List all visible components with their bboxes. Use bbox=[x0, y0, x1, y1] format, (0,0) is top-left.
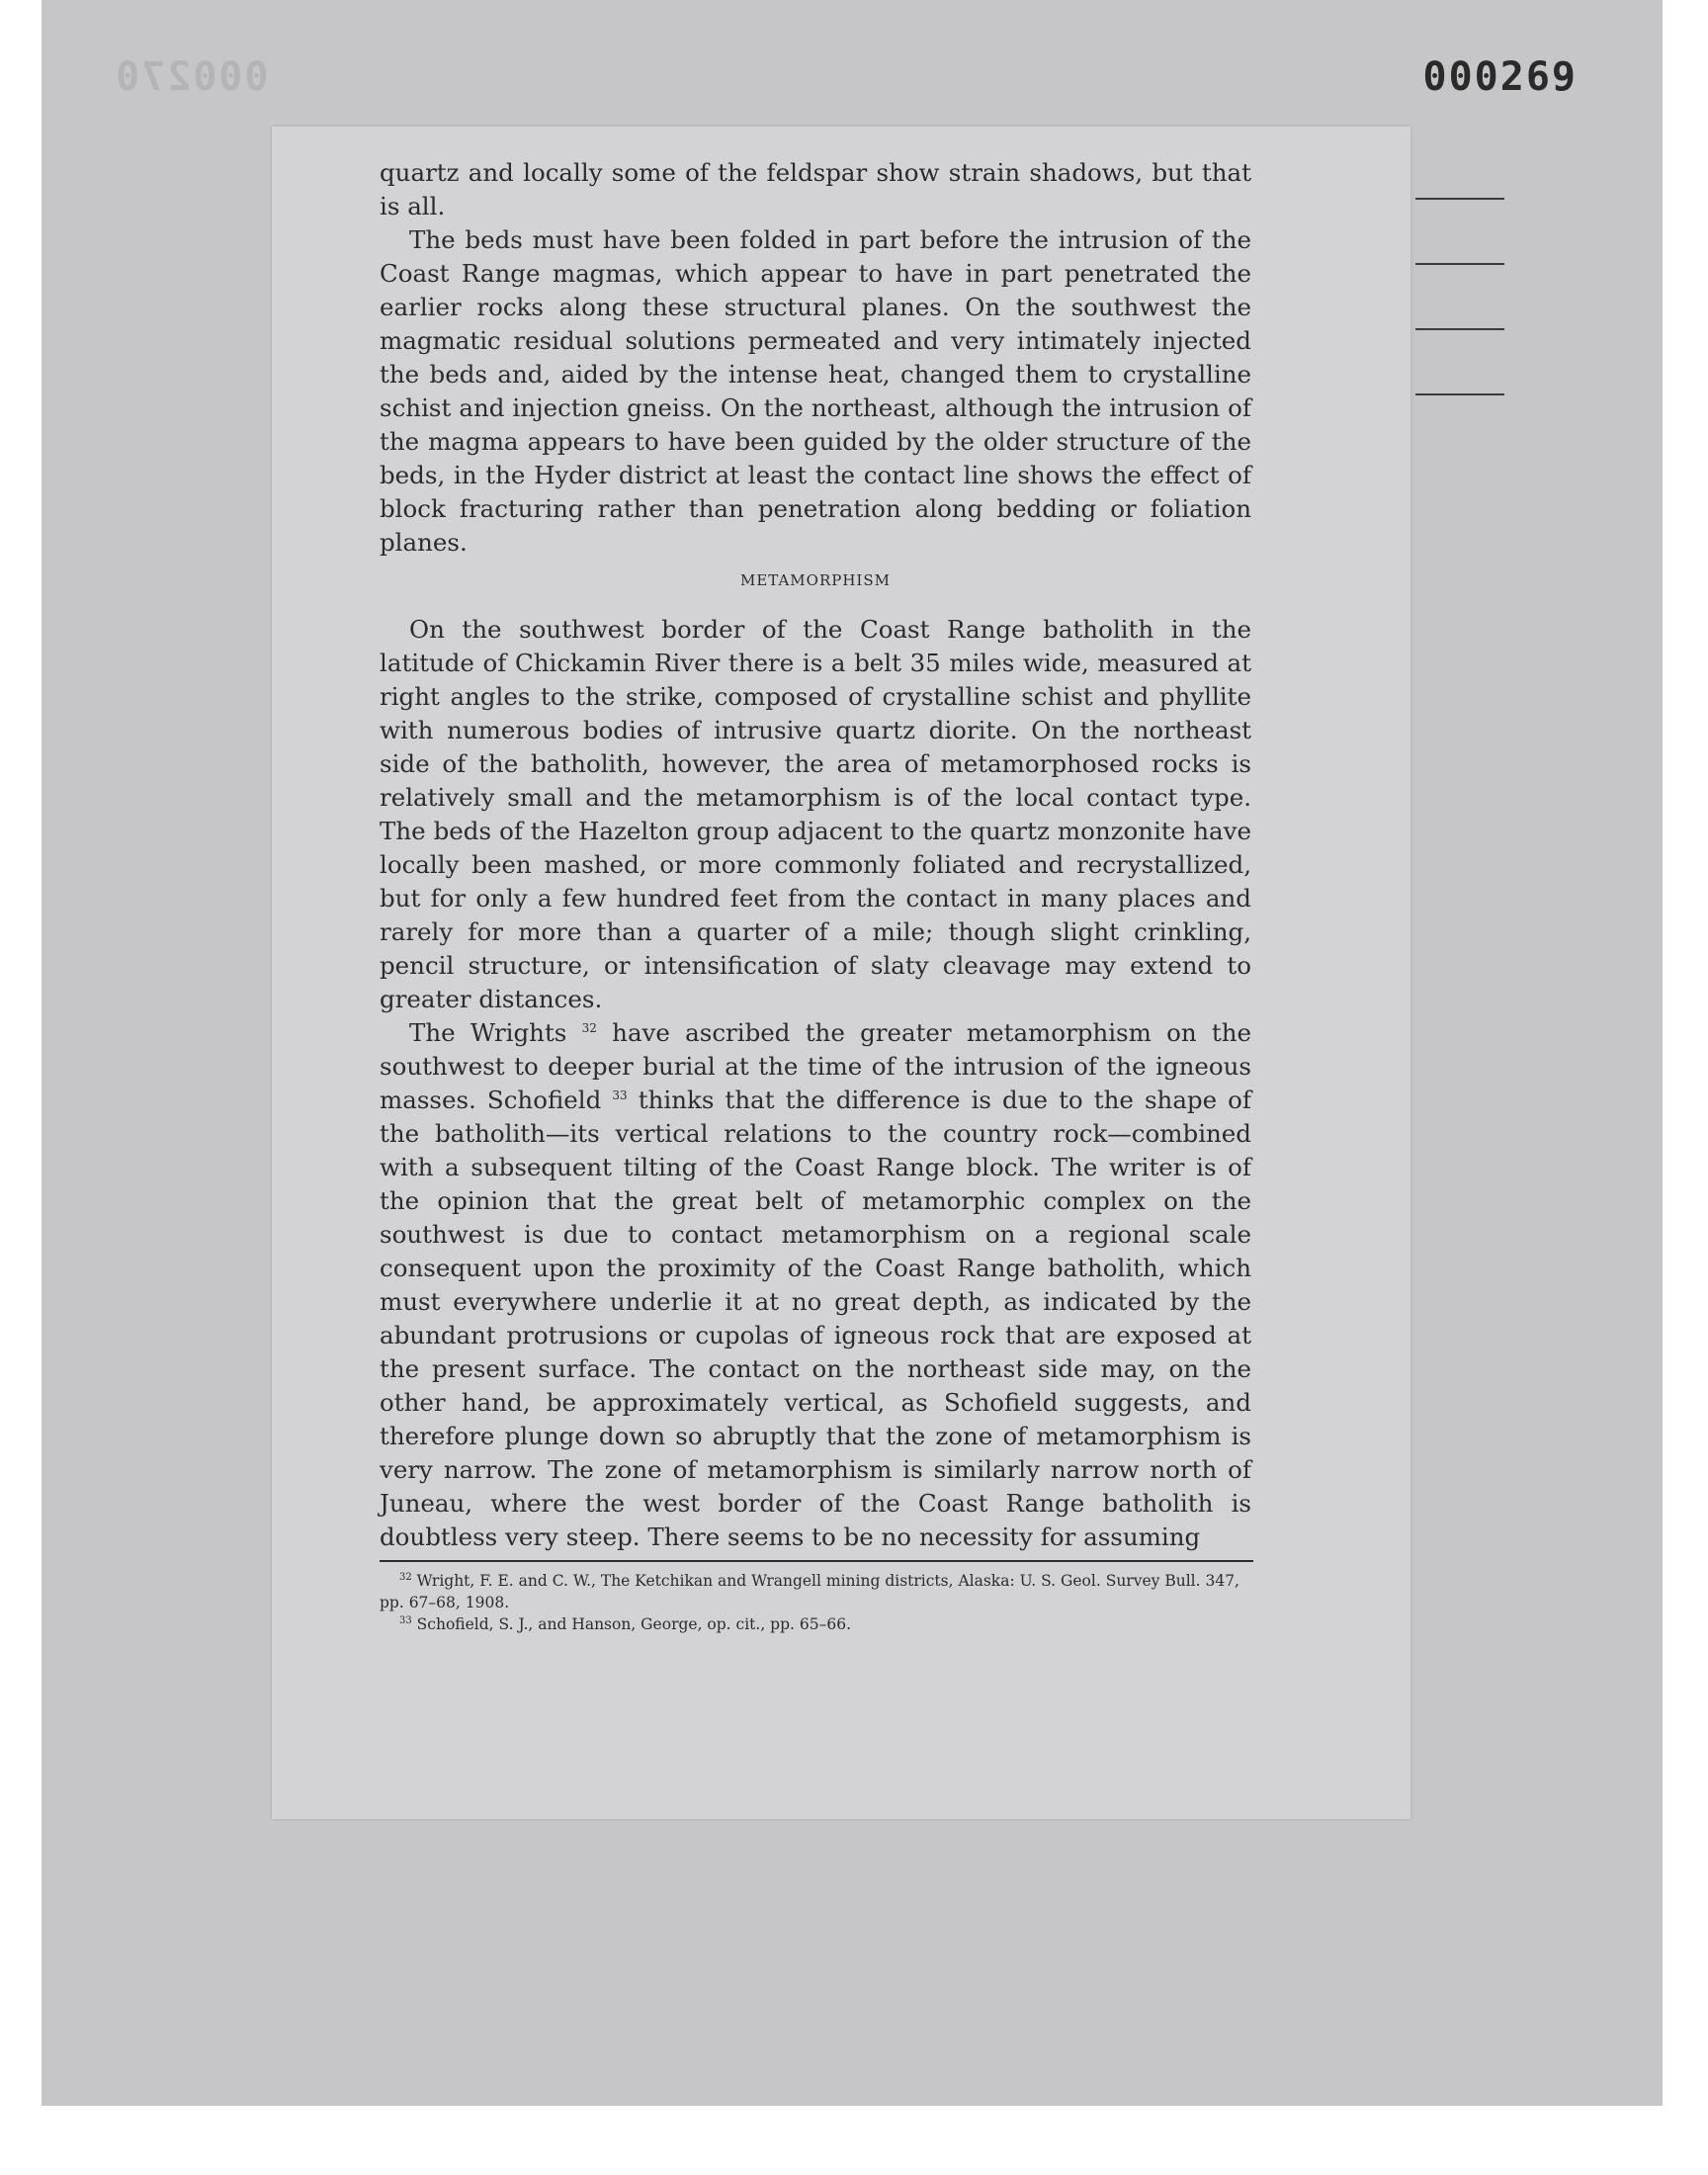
margin-tick bbox=[1415, 263, 1504, 265]
paragraph-folding: The beds must have been folded in part before the intrusion of the Coast Range magmas, which appear to have in part penetrated the earlier rocks along these structural planes. On the southwest the magmatic residual solutions permeated and very intimately injected the beds and, aided by the intense heat, changed them to crystalline schist and injection gneiss. On the northeast, although the intrusion of the magma appears to have been guided by the older structure of the beds, in the Hyder district at least the contact line shows the effect of block fracturing rather than penetration along bedding or foliation planes. bbox=[380, 225, 1251, 557]
text-run: The Wrights bbox=[409, 1018, 567, 1047]
paragraph-continued: quartz and locally some of the feldspar show strain shadows, but that is all. bbox=[380, 158, 1251, 220]
margin-tick bbox=[1415, 328, 1504, 330]
footnote-divider bbox=[380, 1560, 1253, 1562]
body-text bbox=[380, 156, 1251, 1554]
paragraph-metamorphism: On the southwest border of the Coast Range batholith in the latitude of Chickamin River there is a belt 35 miles wide, measured at right angles to the strike, composed of crystalline schist and phyllite with numerous bodies of intrusive quartz diorite. On the northeast side of the batholith, however, the area of metamorphosed rocks is relatively small and the metamorphism is of the local contact type. The beds of the Hazelton group adjacent to the quartz monzonite have locally been mashed, or more commonly foliated and recrystallized, but for only a few hundred feet from the contact in many places and rarely for more than a quarter of a mile; though slight crinkling, pencil structure, or intensification of slaty cleavage may extend to greater distances. bbox=[380, 615, 1251, 1013]
footnotes bbox=[380, 1570, 1251, 1635]
footnote bbox=[380, 1570, 1251, 1613]
footnote-text: Schofield, S. J., and Hanson, George, op. cit., pp. 65–66. bbox=[416, 1615, 851, 1633]
footnote-mark: 33 bbox=[399, 1614, 412, 1626]
margin-tick bbox=[1415, 198, 1504, 200]
text-run: have ascribed the greater metamorphism on the southwest to deeper burial at the time of the intrusion of the igneous masses. Schofield bbox=[380, 1018, 1251, 1114]
footnote-reference: 32 bbox=[581, 1020, 597, 1035]
margin-tick-marks bbox=[1415, 198, 1504, 459]
footnote-text: Wright, F. E. and C. W., The Ketchikan and Wrangell mining districts, Alaska: U. S. Geol. Survey Bull. 347, pp. 67–68, 1908. bbox=[380, 1572, 1239, 1611]
text-run: thinks that the difference is due to the shape of the batholith—its vertical relations to the country rock—combined with a subsequent tilting of the Coast Range block. The writer is of the opinion that the great belt of metamorphic complex on the southwest is due to contact metamorphism on a regional scale consequent upon the proximity of the Coast Range batholith, which must everywhere underlie it at no great depth, as indicated by the abundant protrusions or cupolas of igneous rock that are exposed at the present surface. The contact on the northeast side may, on the other hand, be approximately vertical, as Schofield suggests, and therefore plunge down so abruptly that the zone of metamorphism is very narrow. The zone of metamorphism is similarly narrow north of Juneau, where the west border of the Coast Range batholith is doubtless very steep. There seems to be no necessity for assuming bbox=[380, 1086, 1251, 1551]
stamped-page-number: 000269 bbox=[1422, 54, 1578, 100]
margin-tick bbox=[1415, 393, 1504, 395]
footnote bbox=[380, 1613, 1251, 1635]
paragraph-wrights bbox=[380, 1016, 1251, 1554]
section-heading: METAMORPHISM bbox=[739, 571, 891, 589]
bleed-through-page-number: 000270 bbox=[114, 54, 269, 100]
footnote-mark: 32 bbox=[399, 1571, 412, 1583]
footnote-reference: 33 bbox=[612, 1088, 628, 1102]
